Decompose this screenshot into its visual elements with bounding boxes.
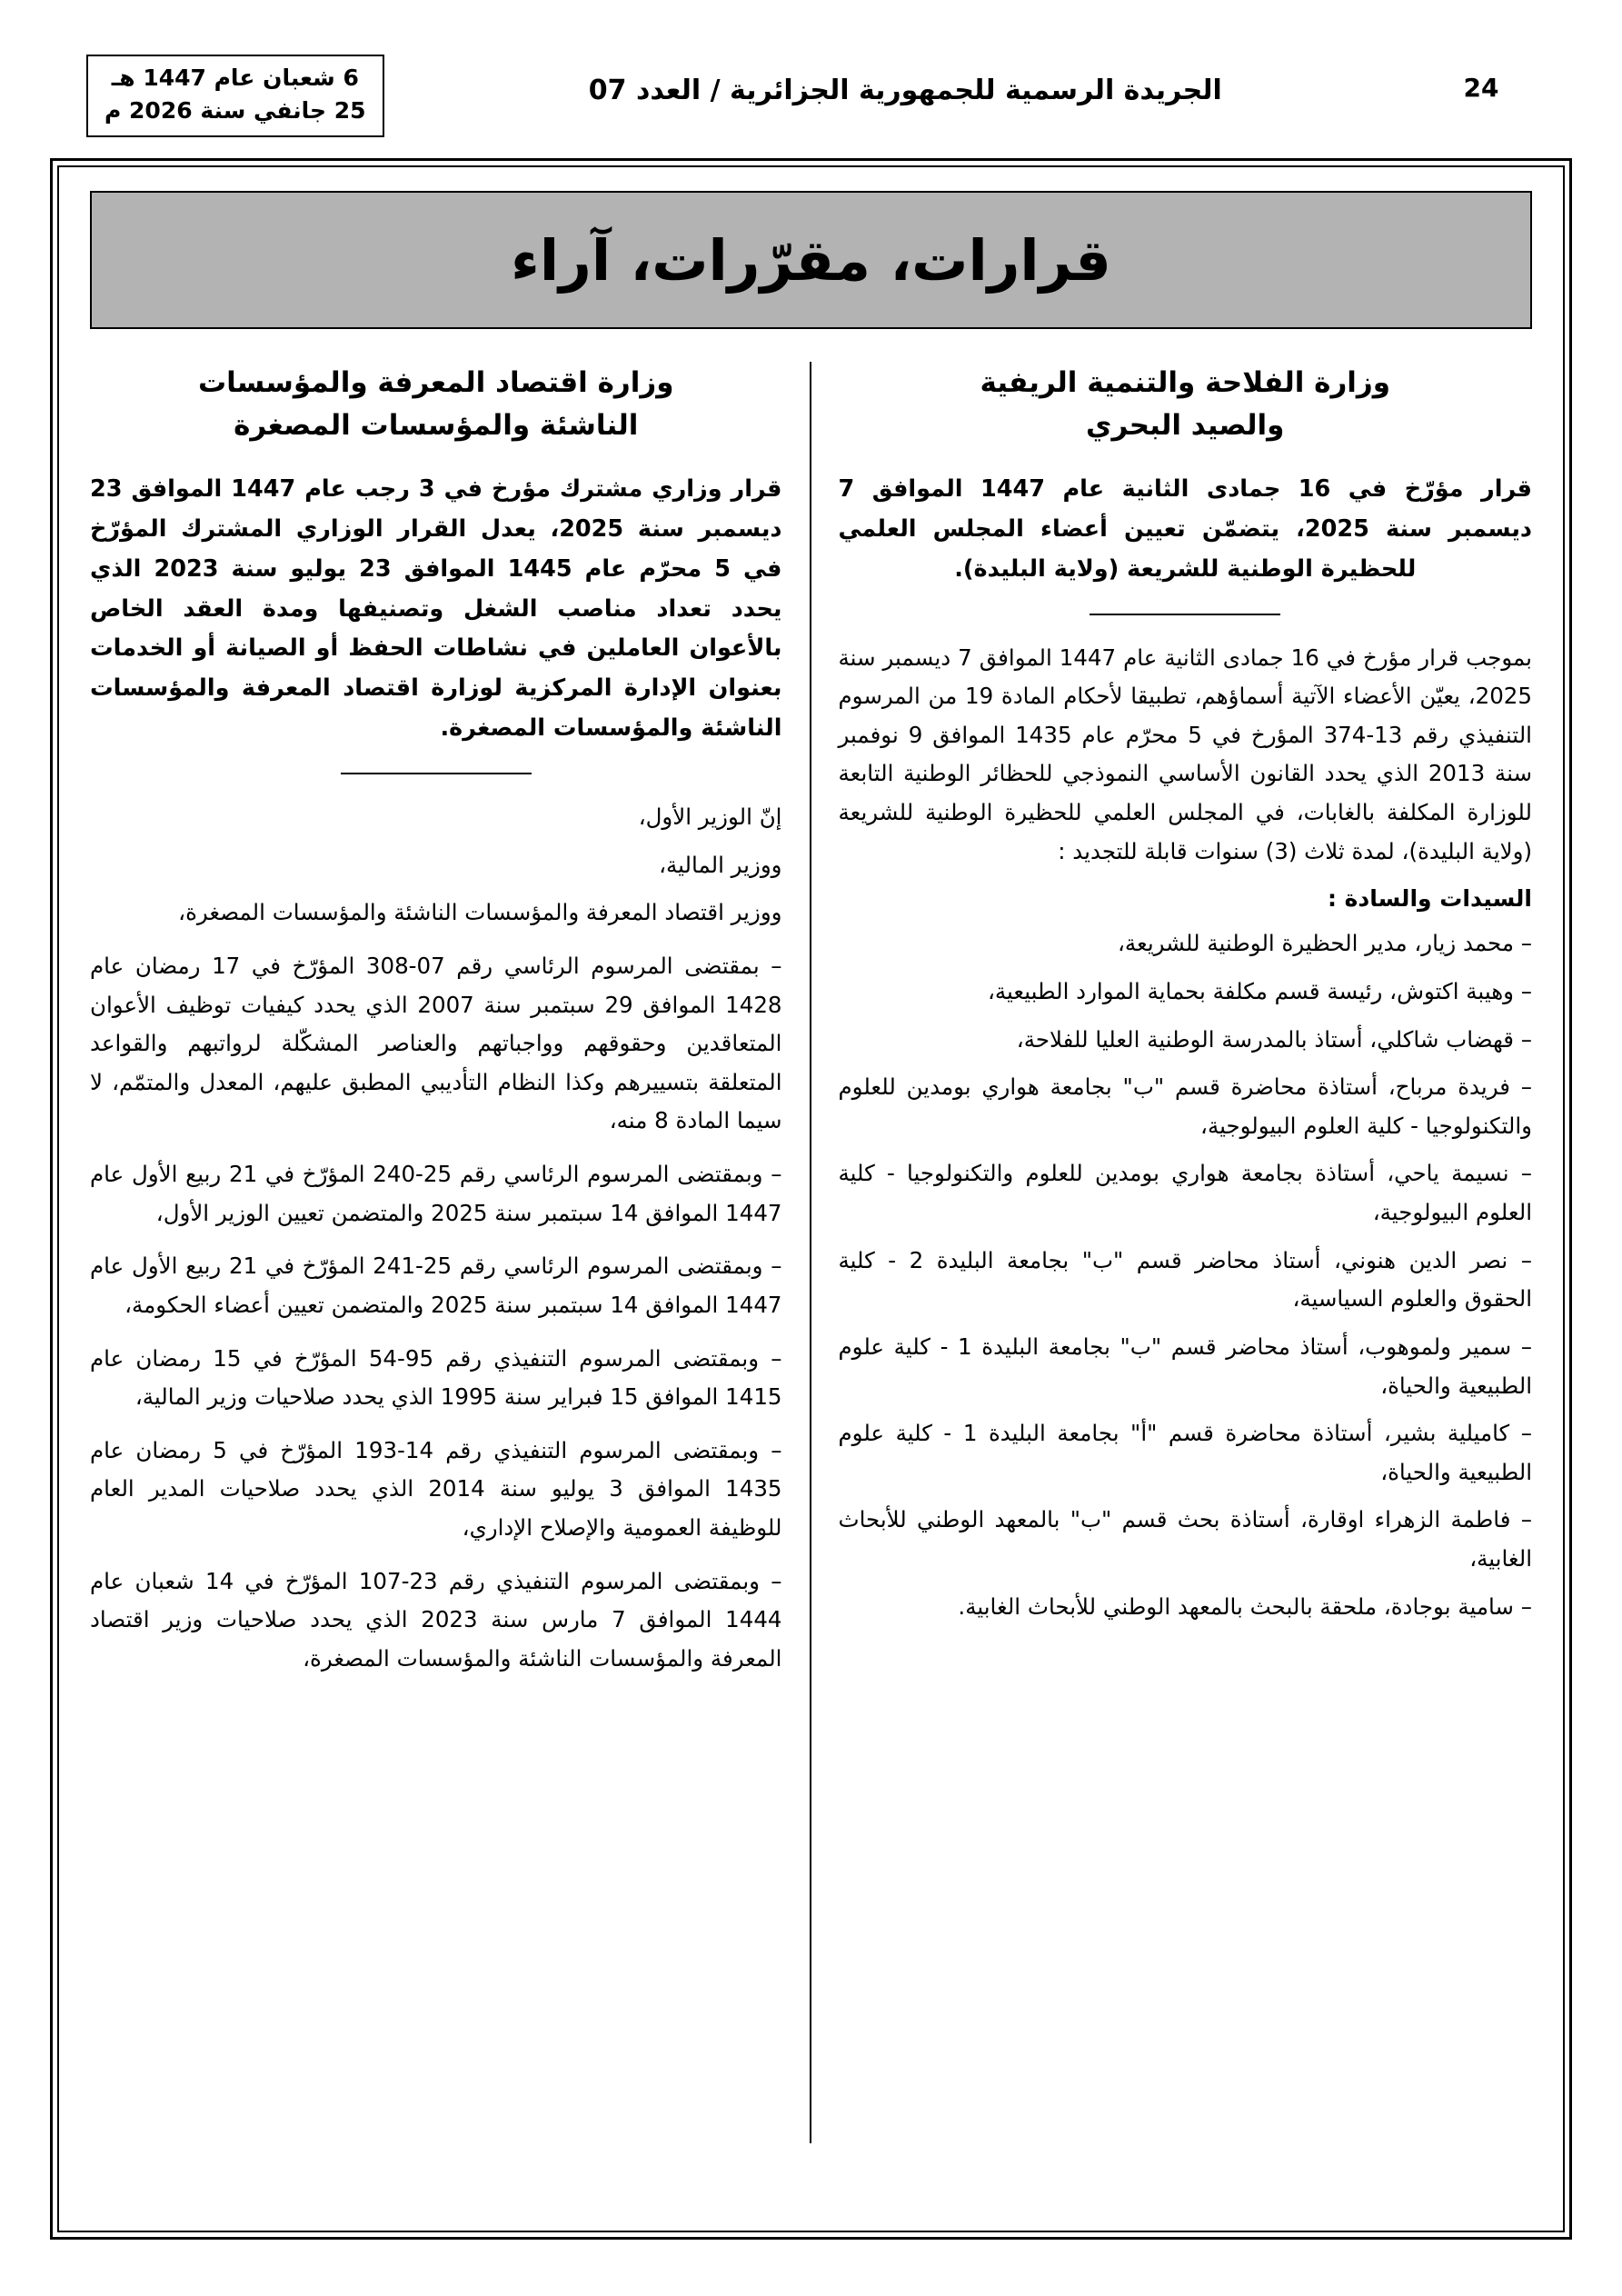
- member-item: – فريدة مرباح، أستاذة محاضرة قسم "ب" بجامعة هواري بومدين للعلوم والتكنولوجيا - كلية العلوم البيولوجية،: [838, 1073, 1532, 1139]
- clause-item: – وبمقتضى المرسوم التنفيذي رقم 23-107 المؤرّخ في 14 شعبان عام 1444 الموافق 7 مارس سنة 2023 الذي يحدد صلاحيات وزير اقتصاد المعرفة والمؤسسات الناشئة والمؤسسات المصغرة،: [90, 1567, 782, 1672]
- member-item: – قهضاب شاكلي، أستاذ بالمدرسة الوطنية العليا للفلاحة،: [1016, 1025, 1532, 1053]
- header-date-hijri: 6 شعبان عام 1447 هـ: [111, 65, 359, 91]
- divider-rule: [1090, 614, 1280, 615]
- member-item: – سمير ولموهوب، أستاذ محاضر قسم "ب" بجامعة البليدة 1 - كلية علوم الطبيعية والحياة،: [838, 1333, 1532, 1399]
- ministry-title-agriculture: [839, 362, 1533, 446]
- decree-lead-agriculture: قرار مؤرّخ في 16 جمادى الثانية عام 1447 الموافق 7 ديسمبر سنة 2025، يتضمّن تعيين أعضاء المجلس العلمي للحظيرة الوطنية للشريعة (ولاية البليدة).: [838, 475, 1532, 583]
- decree-paragraph: بموجب قرار مؤرخ في 16 جمادى الثانية عام 1447 الموافق 7 ديسمبر سنة 2025، يعيّن الأعضاء الآتية أسماؤهم، تطبيقا لأحكام المادة 19 من المرسوم التنفيذي رقم 13-374 المؤرخ في 5 محرّم عام 1435 الموافق 9 نوفمبر سنة 2013 الذي يحدد القانون الأساسي النموذجي للحظائر الوطنية التابعة للوزارة المكلفة بالغابات، في المجلس العلمي للحظيرة الوطنية للشريعة (ولاية البليدة)، لمدة ثلاث (3) سنوات قابلة للتجديد :: [838, 644, 1532, 864]
- member-item: – نصر الدين هنوني، أستاذ محاضر قسم "ب" بجامعة البليدة 2 - كلية الحقوق والعلوم السياسية،: [838, 1246, 1532, 1313]
- clause-item: – بمقتضى المرسوم الرئاسي رقم 07-308 المؤرّخ في 17 رمضان عام 1428 الموافق 29 سبتمبر سنة 2007 الذي يحدد كيفيات توظيف الأعوان المتعاقدين وحقوقهم وواجباتهم والعناصر المشكّلة لرواتبهم والقواعد المتعلقة بتسييرهم وكذا النظام التأديبي المطبق عليهم، المعدل والمتمّم، لا سيما المادة 8 منه،: [90, 952, 782, 1134]
- member-item: – نسيمة ياحي، أستاذة بجامعة هواري بومدين للعلوم والتكنولوجيا - كلية العلوم البيولوجية،: [838, 1160, 1532, 1226]
- content-frame-outer: [50, 158, 1572, 2240]
- column-agriculture: [811, 362, 1533, 2143]
- decree-lead-knowledge-economy: قرار وزاري مشترك مؤرخ في 3 رجب عام 1447 الموافق 23 ديسمبر سنة 2025، يعدل القرار الوزاري المشترك المؤرّخ في 5 محرّم عام 1445 الموافق 23 يوليو سنة 2023 الذي يحدد تعداد مناصب الشغل وتصنيفها ومدة العقد الخاص بالأعوان العاملين في نشاطات الحفظ أو الصيانة أو الخدمات بعنوان الإدارة المركزية لوزارة اقتصاد المعرفة والمؤسسات الناشئة والمؤسسات المصغرة.: [90, 475, 782, 743]
- two-column-body: [90, 362, 1532, 2143]
- signatory-item: ووزير اقتصاد المعرفة والمؤسسات الناشئة والمؤسسات المصغرة،: [178, 899, 782, 926]
- content-frame-inner: [57, 165, 1565, 2232]
- header-date-box: [86, 55, 384, 137]
- header-date-gregorian: 25 جانفي سنة 2026 م: [104, 97, 366, 125]
- header-page-number: 24: [1463, 73, 1499, 103]
- ministry-title-line-1: وزارة اقتصاد المعرفة والمؤسسات: [198, 366, 674, 399]
- page-header: [86, 55, 1536, 142]
- clause-item: – وبمقتضى المرسوم الرئاسي رقم 25-241 المؤرّخ في 21 ربيع الأول عام 1447 الموافق 14 سبتمبر سنة 2025 والمتضمن تعيين أعضاء الحكومة،: [90, 1253, 782, 1318]
- ministry-title-line-2: والصيد البحري: [1086, 408, 1285, 442]
- header-journal-title: الجريدة الرسمية للجمهورية الجزائرية / العدد 07: [588, 75, 1222, 106]
- clause-item: – وبمقتضى المرسوم التنفيذي رقم 95-54 المؤرّخ في 15 رمضان عام 1415 الموافق 15 فبراير سنة 1995 الذي يحدد صلاحيات وزير المالية،: [90, 1344, 782, 1411]
- ministry-title-line-1: وزارة الفلاحة والتنمية الريفية: [980, 366, 1391, 399]
- member-item: – كاميلية بشير، أستاذة محاضرة قسم "أ" بجامعة البليدة 1 - كلية علوم الطبيعية والحياة،: [838, 1420, 1532, 1485]
- member-item: – فاطمة الزهراء اوقارة، أستاذة بحث قسم "ب" بالمعهد الوطني للأبحاث الغابية،: [838, 1506, 1532, 1572]
- signatory-item: إنّ الوزير الأول،: [638, 804, 782, 831]
- members-subtitle: السيدات والسادة :: [1327, 885, 1532, 913]
- member-item: – محمد زيار، مدير الحظيرة الوطنية للشريعة،: [1117, 930, 1532, 957]
- section-banner: [90, 191, 1532, 329]
- divider-rule: [341, 773, 532, 774]
- section-banner-title: قرارات، مقرّرات، آراء: [511, 226, 1111, 294]
- ministry-title-knowledge-economy: [90, 362, 782, 446]
- signatory-item: ووزير المالية،: [659, 851, 782, 878]
- ministry-title-line-2: الناشئة والمؤسسات المصغرة: [234, 408, 639, 442]
- column-knowledge-economy: [90, 362, 811, 2143]
- clause-item: – وبمقتضى المرسوم التنفيذي رقم 14-193 المؤرّخ في 5 رمضان عام 1435 الموافق 3 يوليو سنة 2014 الذي يحدد صلاحيات المدير العام للوظيفة العمومية والإصلاح الإداري،: [90, 1436, 782, 1542]
- member-item: – سامية بوجادة، ملحقة بالبحث بالمعهد الوطني للأبحاث الغابية.: [958, 1592, 1532, 1620]
- clause-item: – وبمقتضى المرسوم الرئاسي رقم 25-240 المؤرّخ في 21 ربيع الأول عام 1447 الموافق 14 سبتمبر سنة 2025 والمتضمن تعيين الوزير الأول،: [90, 1161, 782, 1226]
- member-item: – وهيبة اكتوش، رئيسة قسم مكلفة بحماية الموارد الطبيعية،: [987, 977, 1532, 1004]
